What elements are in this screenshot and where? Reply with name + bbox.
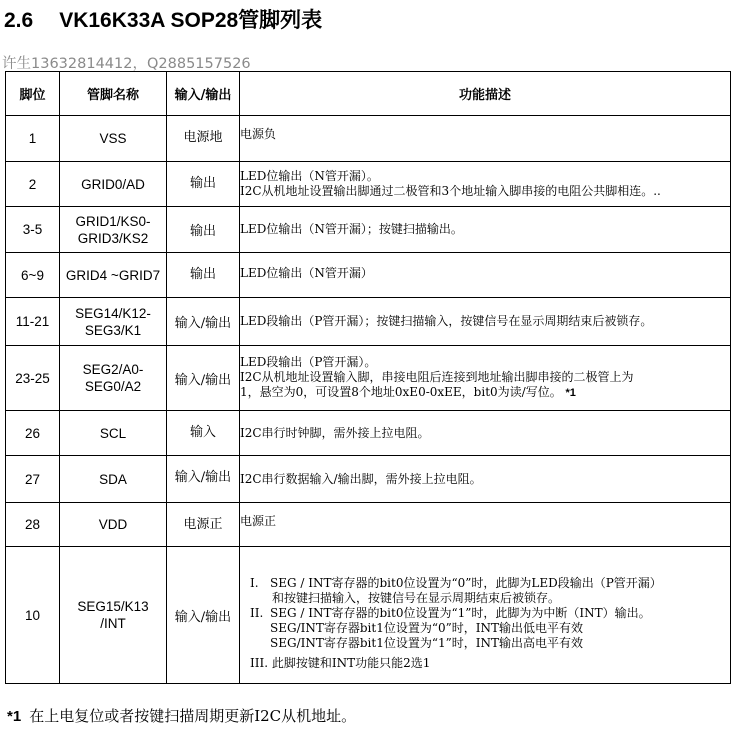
- table-row: [6, 547, 731, 684]
- list-item: [250, 606, 730, 621]
- io-cell: 输入/输出: [167, 298, 240, 346]
- header-pin: 脚位: [6, 72, 60, 116]
- desc-cell: [240, 298, 731, 346]
- pin-name-cell: [60, 162, 167, 207]
- desc-line: LED段输出（P管开漏）。: [240, 355, 377, 369]
- pin-table: [5, 71, 731, 684]
- desc-line: LED位输出（N管开漏）。: [240, 169, 379, 183]
- pin-name-cell: [60, 503, 167, 547]
- pin-name-line: GRID0/AD: [81, 176, 145, 192]
- footnote-mark: *1: [7, 708, 22, 725]
- list-continuation: 和按键扫描输入，按键信号在显示周期结束后被锁存。: [272, 590, 561, 605]
- list-text: SEG / INT寄存器的bit0位设置为“0”时，此脚为LED段输出（P管开漏）: [270, 575, 662, 590]
- pin-cell: 26: [6, 411, 60, 456]
- section-title: VK16K33A SOP28管脚列表: [59, 9, 323, 32]
- table-row: [6, 503, 731, 547]
- list-item: [250, 656, 730, 671]
- desc-cell: [240, 116, 731, 162]
- table-row: [6, 253, 731, 298]
- header-io: 输入/输出: [167, 72, 240, 116]
- pin-name-line: GRID4 ~GRID7: [65, 267, 161, 283]
- list-item: [250, 576, 730, 591]
- pin-name-cell: [60, 411, 167, 456]
- pin-name-line: GRID3/KS2: [77, 230, 149, 246]
- desc-cell: [240, 411, 731, 456]
- list-text: SEG / INT寄存器的bit0位设置为“1”时，此脚为为中断（INT）输出。: [270, 605, 651, 620]
- table-row: [6, 456, 731, 503]
- header-name: 管脚名称: [60, 72, 167, 116]
- desc-cell: [240, 207, 731, 253]
- pin-cell: 3-5: [6, 207, 60, 253]
- pin-cell: 2: [6, 162, 60, 207]
- pin-name-line: SEG14/K12-: [75, 305, 151, 321]
- io-cell: 输出: [167, 162, 240, 207]
- io-cell: 输出: [167, 253, 240, 298]
- table-row: [6, 207, 731, 253]
- section-number: 2.6: [4, 9, 34, 32]
- desc-line: I2C串行数据输入/输出脚，需外接上拉电阻。: [240, 471, 482, 486]
- pin-cell: 1: [6, 116, 60, 162]
- desc-cell: [240, 346, 731, 411]
- list-numeral: I.: [250, 575, 259, 590]
- pin-name-cell: [60, 298, 167, 346]
- pin-name-cell: [60, 547, 167, 684]
- io-cell: 输入/输出: [167, 456, 240, 503]
- pin-name-line: SDA: [99, 471, 127, 487]
- desc-cell: [240, 456, 731, 503]
- desc-text: 1，悬空为0，可设置8个地址0xE0-0xEE，bit0为读/写位。: [240, 385, 562, 399]
- io-cell: 输入: [167, 411, 240, 456]
- io-cell: 输入/输出: [167, 547, 240, 684]
- desc-line: I2C从机地址设置输出脚通过二极管和3个地址输入脚串接的电阻公共脚相连。..: [240, 184, 661, 198]
- header-desc: 功能描述: [240, 72, 731, 116]
- footnote-ref: *1: [565, 387, 576, 399]
- io-cell: 电源正: [167, 503, 240, 547]
- pin-name-cell: [60, 116, 167, 162]
- io-cell: 输入/输出: [167, 346, 240, 411]
- pin-cell: 6~9: [6, 253, 60, 298]
- desc-line: LED位输出（N管开漏）: [240, 266, 373, 280]
- pin-cell: 11-21: [6, 298, 60, 346]
- list-continuation: SEG/INT寄存器bit1位设置为“1”时，INT输出高电平有效: [270, 635, 583, 650]
- list-numeral: II.: [250, 605, 264, 620]
- pin-name-line: SEG0/A2: [84, 379, 142, 394]
- desc-line: I2C串行时钟脚，需外接上拉电阻。: [240, 425, 430, 440]
- desc-line: 电源负: [240, 127, 277, 141]
- desc-cell: [240, 503, 731, 547]
- pin-cell: 10: [6, 547, 60, 684]
- desc-line: [240, 385, 730, 401]
- desc-line: LED位输出（N管开漏）；按键扫描输出。: [240, 222, 463, 236]
- pin-name-line: /INT: [100, 616, 126, 631]
- pin-cell: 23-25: [6, 346, 60, 411]
- pin-name-cell: [60, 207, 167, 253]
- desc-line: 电源正: [240, 514, 277, 528]
- list-numeral: III.: [250, 655, 269, 670]
- pin-name-cell: [60, 456, 167, 503]
- table-header-row: [6, 72, 731, 116]
- table-row: [6, 162, 731, 207]
- section-heading: [4, 4, 322, 34]
- io-cell: 电源地: [167, 116, 240, 162]
- pin-name-line: SEG2/A0-: [82, 362, 144, 377]
- pin-name-cell: [60, 253, 167, 298]
- io-cell: 输出: [167, 207, 240, 253]
- pin-cell: 28: [6, 503, 60, 547]
- pin-name-line: SEG15/K13: [77, 599, 149, 614]
- pin-name-line: VSS: [99, 131, 127, 146]
- table-row: [6, 298, 731, 346]
- footnote: [7, 705, 356, 726]
- pin-name-line: GRID1/KS0-: [75, 213, 151, 229]
- pin-name-line: SCL: [99, 425, 127, 441]
- desc-line: I2C从机地址设置输入脚，串接电阻后连接到地址输出脚串接的二极管上为: [240, 370, 634, 384]
- pin-name-line: VDD: [98, 517, 128, 532]
- pin-name-line: SEG3/K1: [84, 322, 142, 338]
- footnote-text: 在上电复位或者按键扫描周期更新I2C从机地址。: [29, 707, 357, 725]
- table-row: [6, 411, 731, 456]
- desc-cell: [240, 253, 731, 298]
- desc-line: LED段输出（P管开漏）；按键扫描输入，按键信号在显示周期结束后被锁存。: [240, 314, 653, 328]
- list-text: 此脚按键和INT功能只能2选1: [271, 655, 431, 670]
- contact-info: 许生13632814412，Q2885157526: [2, 56, 251, 72]
- desc-cell: [240, 162, 731, 207]
- pin-cell: 27: [6, 456, 60, 503]
- desc-cell: [240, 547, 731, 684]
- list-continuation: SEG/INT寄存器bit1位设置为“0”时，INT输出低电平有效: [270, 620, 583, 635]
- table-row: [6, 346, 731, 411]
- pin-name-cell: [60, 346, 167, 411]
- table-row: [6, 116, 731, 162]
